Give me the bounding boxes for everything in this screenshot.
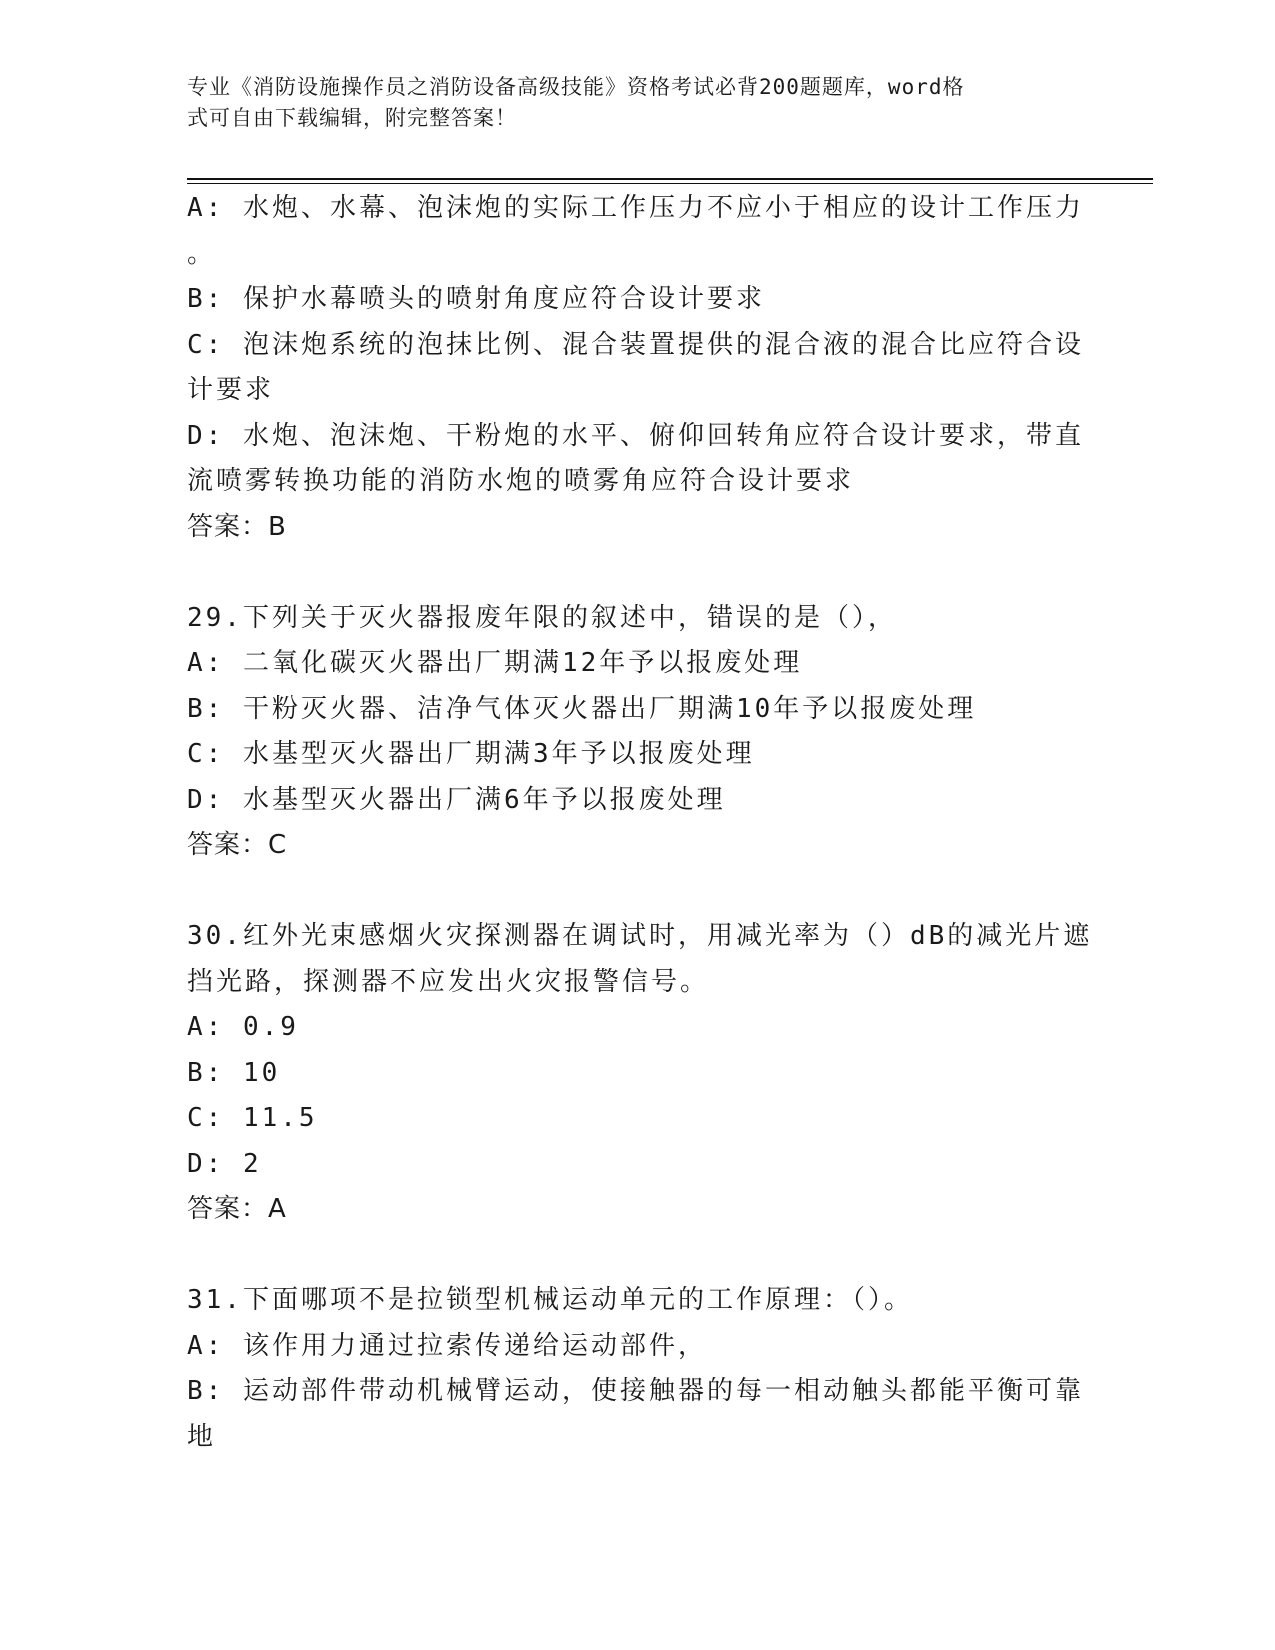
question-text-line-2: 挡光路，探测器不应发出火灾报警信号。 [187, 966, 710, 997]
option-d: D: 2 [187, 1148, 262, 1179]
answer: 答案：B [187, 511, 287, 542]
question-28-block [187, 186, 1087, 550]
document-header [187, 72, 1067, 134]
spacer [187, 869, 1087, 915]
option-a-line-1: A: 水炮、水幕、泡沫炮的实际工作压力不应小于相应的设计工作压力 [187, 193, 1084, 223]
spacer [187, 550, 1087, 596]
question-text: 31.下面哪项不是拉锁型机械运动单元的工作原理：（）。 [187, 1285, 913, 1315]
question-29-block [187, 596, 1087, 869]
document-body [187, 186, 1093, 1460]
answer: 答案：A [187, 1194, 287, 1224]
option-a: A: 二氧化碳灭火器出厂期满12年予以报废处理 [187, 648, 803, 678]
option-a: A: 0.9 [187, 1012, 299, 1042]
option-a: A: 该作用力通过拉索传递给运动部件， [187, 1330, 707, 1361]
question-30-block [187, 914, 1093, 1233]
option-d-line-2: 流喷雾转换功能的消防水炮的喷雾角应符合设计要求 [187, 466, 855, 496]
option-b-line-1: B: 运动部件带动机械臂运动，使接触器的每一相动触头都能平衡可靠 [187, 1376, 1084, 1406]
option-b: B: 保护水幕喷头的喷射角度应符合设计要求 [187, 284, 765, 314]
option-b: B: 10 [187, 1057, 281, 1088]
header-divider-thin [187, 183, 1153, 184]
header-divider-thick [187, 178, 1153, 180]
option-c: C: 水基型灭火器出厂期满3年予以报废处理 [187, 739, 755, 769]
option-c-line-2: 计要求 [187, 375, 275, 405]
option-c: C: 11.5 [187, 1103, 318, 1133]
header-line-2: 式可自由下载编辑，附完整答案！ [187, 106, 517, 130]
spacer [187, 1233, 1087, 1279]
question-text: 29.下列关于灭火器报废年限的叙述中，错误的是（）， [187, 602, 897, 633]
question-text-line-1: 30.红外光束感烟火灾探测器在调试时，用减光率为（）dB的减光片遮 [187, 921, 1093, 951]
option-b-line-2: 地 [187, 1421, 217, 1452]
option-a-line-2: 。 [187, 238, 217, 269]
header-line-1: 专业《消防设施操作员之消防设备高级技能》资格考试必背200题题库，word格 [187, 75, 965, 99]
option-c-line-1: C: 泡沫炮系统的泡抹比例、混合装置提供的混合液的混合比应符合设 [187, 329, 1084, 360]
answer: 答案：C [187, 830, 288, 860]
option-b: B: 干粉灭火器、洁净气体灭火器出厂期满10年予以报废处理 [187, 693, 977, 724]
option-d: D: 水基型灭火器出厂满6年予以报废处理 [187, 784, 726, 815]
option-d-line-1: D: 水炮、泡沫炮、干粉炮的水平、俯仰回转角应符合设计要求，带直 [187, 420, 1084, 451]
question-31-block [187, 1278, 1087, 1460]
